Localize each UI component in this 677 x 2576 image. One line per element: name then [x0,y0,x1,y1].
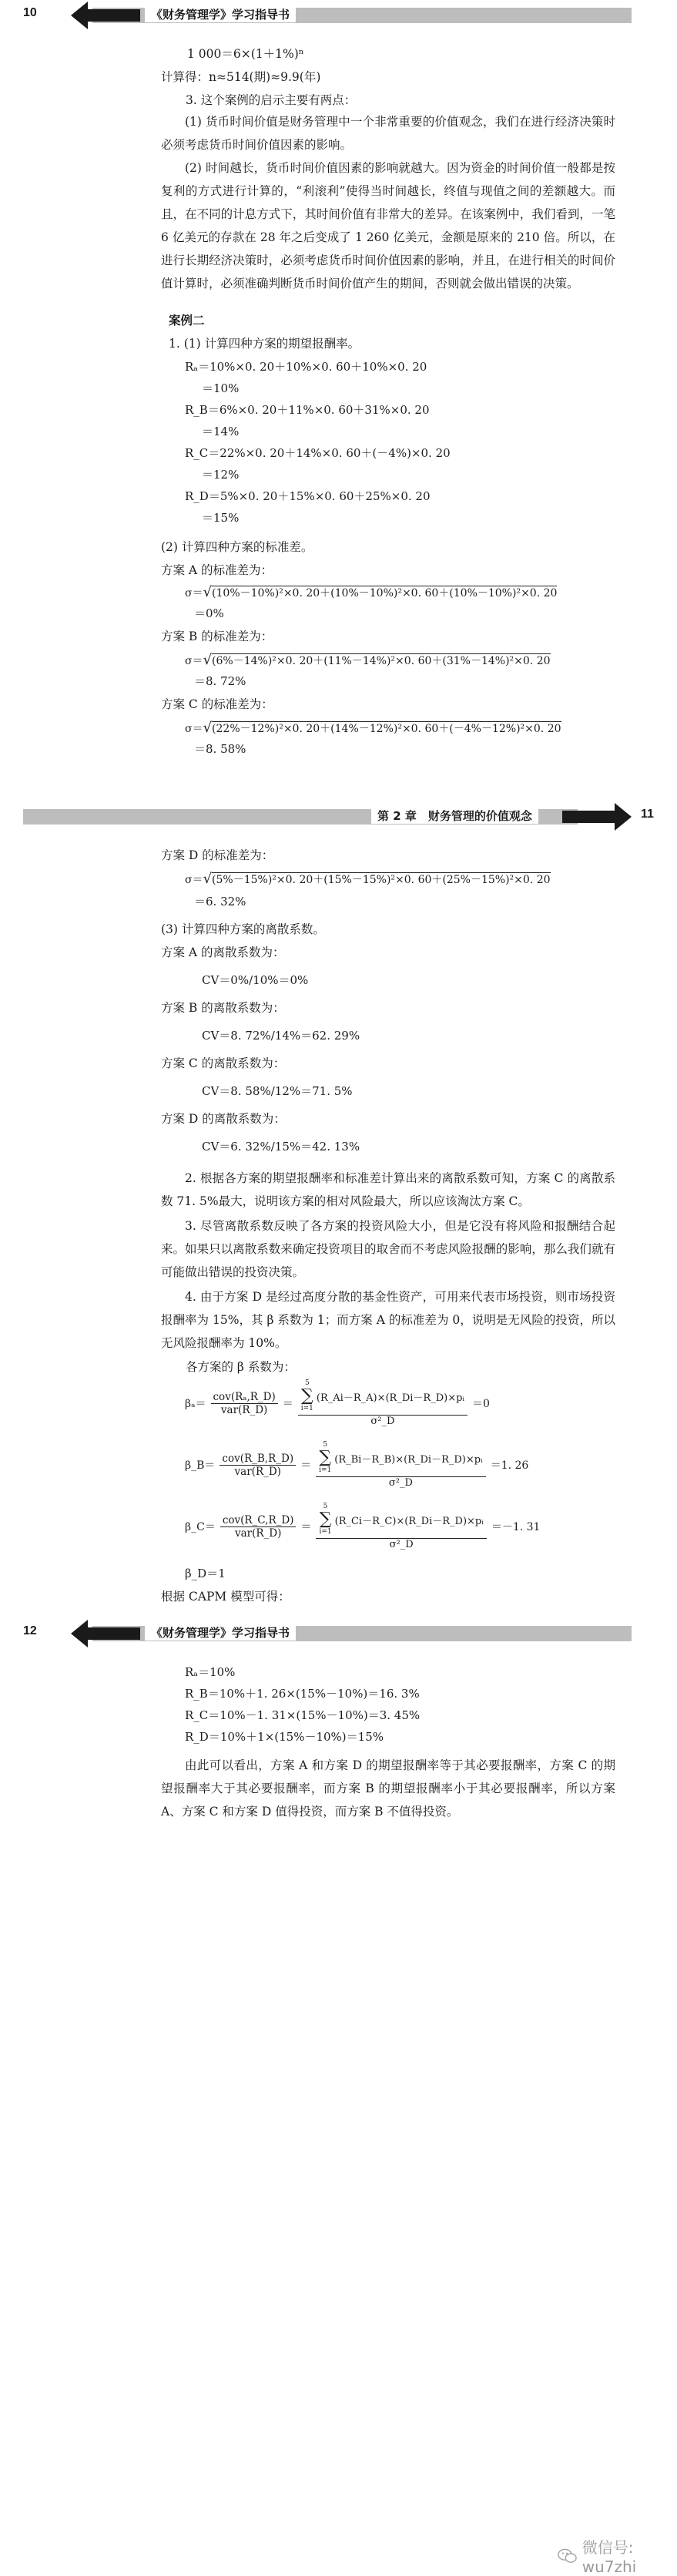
paragraph: 2. 根据各方案的期望报酬率和标准差计算出来的离散系数可知，方案 C 的离散系数 71. 5%最大，说明该方案的相对风险最大，所以应该淘汰方案 C。 [161,1171,615,1208]
beta-label: 各方案的 β 系数为： [186,1360,296,1374]
watermark [558,2535,677,2576]
radicand: (6%－14%)²×0. 20＋(11%－14%)²×0. 60＋(31%－14%)²×0. 20 [212,655,551,667]
denominator: var(R_D) [220,1403,268,1416]
formula-result: ＝14% [202,425,240,438]
beta-formula-c: β_C＝ $\frac{\text{cov(R\_C,R\_D)}}{\text{var(R\_D)}}$ ＝ 5 ∑ i=1 (R_Ci－R_C)×(R_Di－R_D)×pᵢ σ²_D ＝－1. 31 [185,1503,541,1550]
beta-lhs: β_C＝ [185,1521,216,1533]
book-title: 《财务管理学》学习指导书 [145,6,296,22]
beta-lhs: β_B＝ [185,1459,216,1472]
denominator: var(R_D) [234,1465,281,1478]
formula-rd: R_D＝5%×0. 20＋15%×0. 60＋25%×0. 20 [185,489,431,503]
std-formula-c: σ＝√(22%－12%)²×0. 20＋(14%－12%)²×0. 60＋(－4%－12%)²×0. 20 [185,720,561,736]
watermark-text: 微信号: wu7zhi [581,2538,637,2576]
sigma-icon: 5 ∑ i=1 [319,1441,332,1474]
denominator: var(R_D) [234,1526,282,1540]
beta-result: ＝－1. 31 [491,1521,541,1533]
capm-heading: 根据 CAPM 模型可得： [161,1590,290,1604]
capm-rb: R_B＝10%＋1. 26×(15%－10%)＝16. 3% [185,1687,420,1701]
paragraph: 4. 由于方案 D 是经过高度分散的基金性资产，可用来代表市场投资，则市场投资报酬率为 15%，其 β 系数为 1；而方案 A 的标准差为 0，说明是无风险的投资，所以无风险报酬率为 10%。 [161,1290,615,1350]
formula-result: ＝6. 32% [194,895,246,908]
conclusion-paragraph: 由此可以看出，方案 A 和方案 D 的期望报酬率等于其必要报酬率，方案 C 的期望报酬率大于其必要报酬率，而方案 B 的期望报酬率小于其必要报酬率，所以方案 A、方案 C 和方案 D 值得投资，而方案 B 不值得投资。 [161,1758,615,1819]
numerator: cov(R_B,R_D) [220,1453,296,1466]
std-formula-a: σ＝√(10%－10%)²×0. 20＋(10%－10%)²×0. 60＋(10%－10%)²×0. 20 [185,584,558,600]
beta-formula-b: β_B＝ $\frac{\text{cov(R\_B,R\_D)}}{\text{var(R\_D)}}$ ＝ 5 ∑ i=1 (R_Bi－R_B)×(R_Di－R_D)×pᵢ σ²_D ＝1. 26 [185,1441,529,1489]
formula-rb: R_B＝6%×0. 20＋11%×0. 60＋31%×0. 20 [185,403,430,417]
case-heading: 案例二 [169,314,205,327]
chapter-title: 第 2 章 财务管理的价值观念 [371,808,538,824]
beta-lhs: βₐ＝ [185,1398,206,1410]
cv-label: 方案 D 的离散系数为： [161,1112,286,1126]
paragraph: (1) 货币时间价值是财务管理中一个非常重要的价值观念，我们在进行经济决策时必须考虑货币时间价值因素的影响。 [161,115,615,152]
std-formula-b: σ＝√(6%－14%)²×0. 20＋(11%－14%)²×0. 60＋(31%－14%)²×0. 20 [185,652,551,668]
std-label: 方案 C 的标准差为： [161,697,273,711]
radicand: (5%－15%)²×0. 20＋(15%－15%)²×0. 60＋(25%－15%)²×0. 20 [212,874,551,886]
std-formula-d: σ＝√(5%－15%)²×0. 20＋(15%－15%)²×0. 60＋(25%－15%)²×0. 20 [185,871,551,887]
beta-formula-a: βₐ＝ $\frac{\text{cov(Rₐ,R\_D)}}{\text{var(R\_D)}}$ ＝ 5 ∑ i=1 (R_Ai－R_A)×(R_Di－R_D)×pᵢ σ²_D ＝0 [185,1379,490,1427]
formula-result: ＝8. 58% [194,742,246,756]
fraction [220,1453,296,1478]
capm-ra: Rₐ＝10% [185,1665,236,1679]
cv-value: CV＝8. 72%/14%＝62. 29% [202,1029,360,1043]
wechat-icon [558,2547,578,2565]
cv-value: CV＝8. 58%/12%＝71. 5% [202,1084,353,1098]
denominator: σ²_D [389,1539,414,1550]
fraction [220,1514,297,1540]
page-header [0,801,677,835]
capm-rd: R_D＝10%＋1×(15%－10%)＝15% [185,1730,384,1744]
formula-result: ＝8. 72% [194,674,246,688]
formula-result: ＝0% [194,606,224,620]
sigma-icon: 5 ∑ i=1 [300,1379,313,1412]
spacer [0,532,677,539]
page-number: 12 [23,1624,37,1637]
step-heading: (2) 计算四种方案的标准差。 [161,540,313,554]
formula-rc: R_C＝22%×0. 20＋14%×0. 60＋(－4%)×0. 20 [185,446,451,460]
cv-label: 方案 C 的离散系数为： [161,1056,286,1070]
book-title: 《财务管理学》学习指导书 [145,1624,296,1641]
formula-result: ＝10% [202,381,240,395]
sum-fraction [298,1379,468,1427]
fraction [211,1391,278,1416]
std-label: 方案 B 的标准差为： [161,630,273,643]
formula-result: ＝12% [202,468,240,482]
denominator: σ²_D [370,1416,395,1427]
calculation-result: 计算得：n≈514(期)≈9.9(年) [161,70,321,84]
formula-result: ＝15% [202,511,240,525]
beta-result: ＝1. 26 [490,1459,529,1472]
numerator: cov(R_C,R_D) [220,1514,297,1527]
formula-ra: Rₐ＝10%×0. 20＋10%×0. 60＋10%×0. 20 [185,360,427,374]
page-header [0,1618,677,1652]
question-heading: 3. 这个案例的启示主要有两点： [186,93,357,107]
sum-fraction [316,1441,486,1489]
denominator: σ²_D [388,1477,413,1489]
paragraph: 3. 尽管离散系数反映了各方案的投资风险大小，但是它没有将风险和报酬结合起来。如果只以离散系数来确定投资项目的取舍而不考虑风险报酬的影响，那么我们就有可能做出错误的投资决策。 [161,1219,615,1279]
arrow-left-icon [71,1620,140,1647]
page-10 [0,0,677,539]
page-number: 10 [23,6,37,19]
page-number: 11 [641,808,654,821]
equation-line: 1 000＝6×(1＋1%)ⁿ [187,47,304,61]
radicand: (10%－10%)²×0. 20＋(10%－10%)²×0. 60＋(10%－10%)²×0. 20 [212,587,558,599]
beta-result: ＝0 [472,1398,490,1410]
sigma-icon: 5 ∑ i=1 [319,1503,332,1536]
radicand: (22%－12%)²×0. 20＋(14%－12%)²×0. 60＋(－4%－12%)²×0. 20 [212,723,561,735]
numerator: cov(Rₐ,R_D) [211,1391,278,1404]
beta-d: β_D＝1 [185,1567,226,1580]
step-heading: (3) 计算四种方案的离散系数。 [161,922,325,936]
std-label: 方案 A 的标准差为： [161,563,273,577]
paragraph: (2) 时间越长，货币时间价值因素的影响就越大。因为资金的时间价值一般都是按复利的方式进行计算的，“利滚利”使得当时间越长，终值与现值之间的差额越大。而且，在不同的计息方式下，其时间价值有非常大的差异。在该案例中，我们看到，一笔 6 亿美元的存款在 28 年之后变成了 1 260 亿美元，金额是原来的 210 倍。所以，在进行长期经济决策时，必须考虑货币时间价值因素的影响，并且，在进行相关的时间价值计算时，必须准确判断货币时间价值产生的期间，否则就会做出错误的决策。 [161,161,615,291]
sum-term: (R_Ci－R_C)×(R_Di－R_D)×pᵢ [334,1515,484,1527]
cv-label: 方案 B 的离散系数为： [161,1001,285,1015]
arrow-left-icon [71,2,140,29]
cv-label: 方案 A 的离散系数为： [161,945,285,959]
std-label: 方案 D 的标准差为： [161,848,274,862]
step-heading: 1. (1) 计算四种方案的期望报酬率。 [169,337,360,351]
cv-value: CV＝0%/10%＝0% [202,973,309,987]
sum-term: (R_Bi－R_B)×(R_Di－R_D)×pᵢ [334,1453,483,1466]
cv-value: CV＝6. 32%/15%＝42. 13% [202,1140,360,1154]
sum-fraction [316,1503,486,1550]
capm-rc: R_C＝10%－1. 31×(15%－10%)＝3. 45% [185,1708,421,1722]
arrow-right-icon [562,803,632,831]
sum-term: (R_Ai－R_A)×(R_Di－R_D)×pᵢ [316,1392,465,1404]
page-header [0,0,677,34]
